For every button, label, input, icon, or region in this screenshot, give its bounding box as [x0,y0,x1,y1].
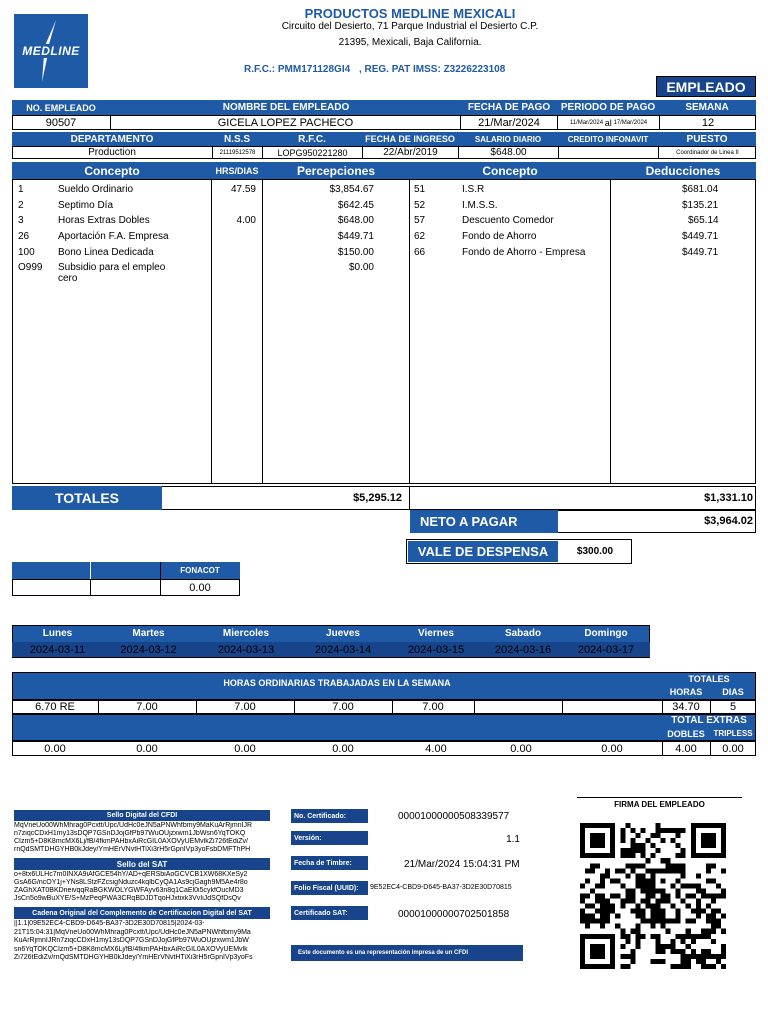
header-rfc: R.F.C. [298,133,326,145]
extras-day-value: 0.00 [44,742,66,755]
infonavit-credit [559,146,658,159]
perception-code: 2 [18,200,24,211]
perception-name: Aportación F.A. Empresa [58,231,169,242]
fonacot-label: FONACOT [180,566,220,575]
payment-date: 21/Mar/2024 [478,116,540,129]
perception-name: Bono Linea Dedicada [58,247,154,258]
extras-day-value: 0.00 [601,742,623,755]
perception-amount: $648.00 [337,215,374,226]
perception-amount: $150.00 [337,247,374,258]
rfc-label: R.F.C.: [244,64,276,75]
daily-salary: $648.00 [490,147,527,158]
day-date: 2024-03-16 [484,642,562,657]
header-salario: SALARIO DIARIO [474,134,542,144]
period-al: al [604,117,612,128]
header-concepto-deducciones: Concepto [482,163,538,178]
day-name: Lunes [42,628,73,639]
company-address-line1: Circuito del Desierto, 71 Parque Industrial el Desierto C.P. [281,21,539,32]
neto-value: $3,964.02 [704,515,753,527]
sello-cfdi-line: rnQdSMTDHGYHB0kJdey/YmHErVNvtHTiXi3rH5rGpnIVp3yoFsbDMFThPH [14,846,251,853]
logo-text: MEDLINE [14,44,88,58]
horas-day-value: 7.00 [332,701,354,713]
header-fecha-ingreso: FECHA DE INGRESO [365,134,455,144]
total-dobles: 4.00 [675,742,697,755]
day-date: 2024-03-15 [388,642,484,657]
triples-label: TRIPLESS [713,729,753,738]
horas-title: HORAS ORDINARIAS TRABAJADAS EN LA SEMANA [223,678,451,688]
totals-label: TOTALES [12,486,162,510]
sello-sat-text [14,871,270,903]
sello-sat-line: JsCn5o9wBuXYE/S+MzPeqPWA3CRqBDJDTqoHJxtixk3VvIiJdSQfDsQv [14,895,241,902]
deduction-amount: $135.21 [682,200,719,211]
sello-sat-line: GsA6G/ncOY1j+YNs8LStzFZcsigNduzc4kqlbCyQA1As9cjGagh9M5Ae4r8o [14,879,248,886]
perception-amount: $3,854.67 [329,184,374,195]
day-date: 2024-03-17 [562,642,650,657]
deduction-name: Fondo de Ahorro - Empresa [462,247,586,258]
perception-code: 26 [18,231,30,242]
header-percepciones: Percepciones [296,163,376,178]
deduction-code: 66 [414,247,426,258]
day-name: Domingo [584,628,628,639]
sello-cfdi-line: n7ziqcCDxH1my13sDQP7GSnDJojGfPb97WuOUjzxwm1JbWsn6YqTOKQ [14,830,246,837]
signature-label: FIRMA DEL EMPLEADO [614,800,705,809]
department: Production [88,147,136,158]
deduction-amount: $449.71 [682,247,719,258]
perception-code: 1 [18,184,24,195]
header-periodo: PERIODO DE PAGO [560,102,656,113]
deduction-name: Fondo de Ahorro [462,231,537,242]
total-deducciones: $1,331.10 [704,492,753,504]
day-date: 2024-03-11 [12,642,103,657]
cadena-line: sn6YqTOKQCIzm5+D8K8mcMX6Lj/fB/4fkmPAHbxAiRcGIL0AXOVyUEMvlk [14,945,248,953]
cadena-line: 21T15:04:31|MqVneUo00WhMhrag0Pcxtt/Upc/UdHc0eJN5aPNWhfbmy9Ma [14,928,251,936]
rfc-value: PMM171128GI4 [277,64,351,75]
deduction-code: 57 [414,215,426,226]
cadena-text [14,920,270,963]
position: Coordinador de Linea II [676,149,739,156]
header-nss: N.S.S [223,133,251,145]
perception-code: 100 [18,247,35,258]
cadena-label: Cadena Original del Complemento de Certificacion Digital del SAT [14,907,270,919]
horas-day-value [474,700,562,714]
version-value: 1.1 [506,834,520,845]
neto-label: NETO A PAGAR [410,510,558,533]
day-name: Jueves [326,628,360,639]
sello-sat-line: o+8tx6ULHc7m0INXA9iAfGCE54hY/AD+qERSbiAoGCVCB1XW68KXeSy2 [14,871,248,878]
perception-amount: $642.45 [337,200,374,211]
company-logo [14,14,88,88]
timbre-label: Fecha de Timbre: [291,856,368,870]
extras-day-value: 0.00 [136,742,158,755]
sello-sat-line: ZAGhXAT0BKDneivqqRaBGKWOLYGWFAyv63n8q1CaEl0i5cykfOucMD3 [14,887,244,894]
deduction-amount: $681.04 [682,184,719,195]
vale-label: VALE DE DESPENSA [408,541,558,562]
day-date: 2024-03-13 [194,642,298,657]
perception-code: O999 [18,262,43,273]
employee-number: 90507 [45,116,77,129]
horas-totales-label: TOTALES [688,673,730,684]
day-name: Viernes [418,628,454,639]
uuid-label: Folio Fiscal (UUID): [291,881,368,895]
deduction-name: I.M.S.S. [462,200,498,211]
sello-cfdi-label: Sello Digital del CFDI [14,810,270,821]
header-departamento: DEPARTAMENTO [70,133,154,145]
extras-day-value: 0.00 [332,742,354,755]
deduction-name: I.S.R [462,184,485,195]
deduction-amount: $449.71 [682,231,719,242]
header-infonavit: CREDITO INFONAVIT [567,134,649,144]
deduction-amount: $65.14 [688,215,719,226]
extras-day-value: 0.00 [510,742,532,755]
header-concepto-percepciones: Concepto [84,163,140,178]
deduction-code: 52 [414,200,426,211]
qr-code [580,823,726,969]
dobles-label: DOBLES [667,728,705,739]
signature-line [577,797,742,798]
perception-hrs: 47.59 [230,184,256,195]
header-puesto: PUESTO [686,133,728,145]
dias-label: DIAS [722,686,744,697]
deduction-name: Descuento Comedor [462,215,554,226]
header-nombre: NOMBRE DEL EMPLEADO [222,102,350,113]
perception-name: Subsidio para el empleo [58,262,166,273]
sello-cfdi-line: CIzm5+D8K8mcMX6Lj/fB/4fkmPAHbxAiRcGIL0AXOVyUEMvlkZi726tEdiZv/ [14,838,248,845]
horas-day-value [562,700,662,714]
cert-sat-value: 00001000000702501858 [398,909,510,920]
perception-name: Sueldo Ordinario [58,184,134,195]
imss-label: , REG. PAT IMSS: [358,64,441,75]
horas-day-value: 7.00 [136,701,158,713]
total-extras-label: TOTAL EXTRAS [671,715,747,726]
perception-hrs: 4.00 [236,215,256,226]
day-date: 2024-03-14 [298,642,388,657]
sello-cfdi-text [14,822,270,854]
cadena-line: KuArRjmnIJRn7ziqcCDxH1my13sDQP7GSnDJojGfPb97WuOUjzxwm1JbW [14,937,249,944]
company-address-line2: 21395, Mexicali, Baja California. [338,37,482,48]
week-number: 12 [701,116,715,129]
certificado-label: No. Certificado: [291,809,368,823]
certificado-value: 00001000000508339577 [398,811,510,822]
header-fecha-pago: FECHA DE PAGO [467,102,551,113]
extras-day-value: 4.00 [425,742,447,755]
sello-cfdi-line: MqVneUo00WhMhrag0Pcxtt/Upc/UdHc0eJN5aPNWhfbmy9MaKuArRjmnIJR [14,822,253,829]
uuid-value: 9E52EC4-CBD9-D645-BA37-3D2E30D70815 [370,884,512,891]
nss: 21119512578 [219,149,256,156]
perception-name: Septimo Día [58,200,114,211]
employee-rfc: LOPG950221280 [277,147,348,158]
day-name: Martes [132,628,165,639]
cadena-line: Zi726tEdiZv/rnQdSMTDHGYHB0kJdey/YmHErVNvtHTiXi3rH5rGpnIVp3yoFs [14,954,253,961]
deduction-code: 51 [414,184,426,195]
perception-code: 3 [18,215,24,226]
total-dias: 5 [729,701,737,713]
cadena-line: ||1.1|09E52EC4-CBD9-D645-BA37-3D2E30D70815|2024-03- [14,920,205,927]
header-no-empleado: NO. EMPLEADO [26,102,96,113]
perception-amount: $0.00 [348,262,374,273]
horas-day-value: 7.00 [422,701,444,713]
perception-name-line2: cero [58,273,78,284]
perception-amount: $449.71 [337,231,374,242]
day-name: Miercoles [222,628,270,639]
period-end: 17/Mar/2024 [613,119,648,126]
horas-label: HORAS [669,686,703,697]
day-date: 2024-03-12 [103,642,194,657]
vale-value: $300.00 [576,546,614,557]
cert-sat-label: Certificado SAT: [291,906,368,920]
deduction-code: 62 [414,231,426,242]
extras-day-value: 0.00 [234,742,256,755]
employee-name: GICELA LOPEZ PACHECO [217,116,354,129]
fonacot-value: 0.00 [189,581,211,594]
cfdi-note: Este documento es una representación impresa de un CFDI [291,945,523,961]
sello-sat-label: Sello del SAT [14,858,270,870]
extras-header [12,714,756,741]
horas-day-value: 6.70 RE [35,701,75,713]
day-name: Sabado [504,628,542,639]
timbre-value: 21/Mar/2024 15:04:31 PM [404,859,520,870]
pay-period [558,115,659,130]
company-name: PRODUCTOS MEDLINE MEXICALI [304,6,516,21]
company-rfc [244,64,505,75]
total-percepciones: $5,295.12 [353,492,402,504]
employee-badge: EMPLEADO [656,76,756,97]
version-label: Versión: [291,831,368,845]
hire-date: 22/Abr/2019 [383,147,438,158]
total-triples: 0.00 [722,742,744,755]
header-hrs-dias: HRS/DIAS [215,165,259,176]
horas-day-value: 7.00 [234,701,256,713]
perception-name: Horas Extras Dobles [58,215,150,226]
header-semana: SEMANA [685,102,729,113]
period-start: 11/Mar/2024 [569,119,604,126]
header-deducciones: Deducciones [645,163,721,178]
total-horas: 34.70 [672,701,700,713]
qr-code-icon [580,823,726,969]
imss-value: Z3226223108 [443,64,506,75]
